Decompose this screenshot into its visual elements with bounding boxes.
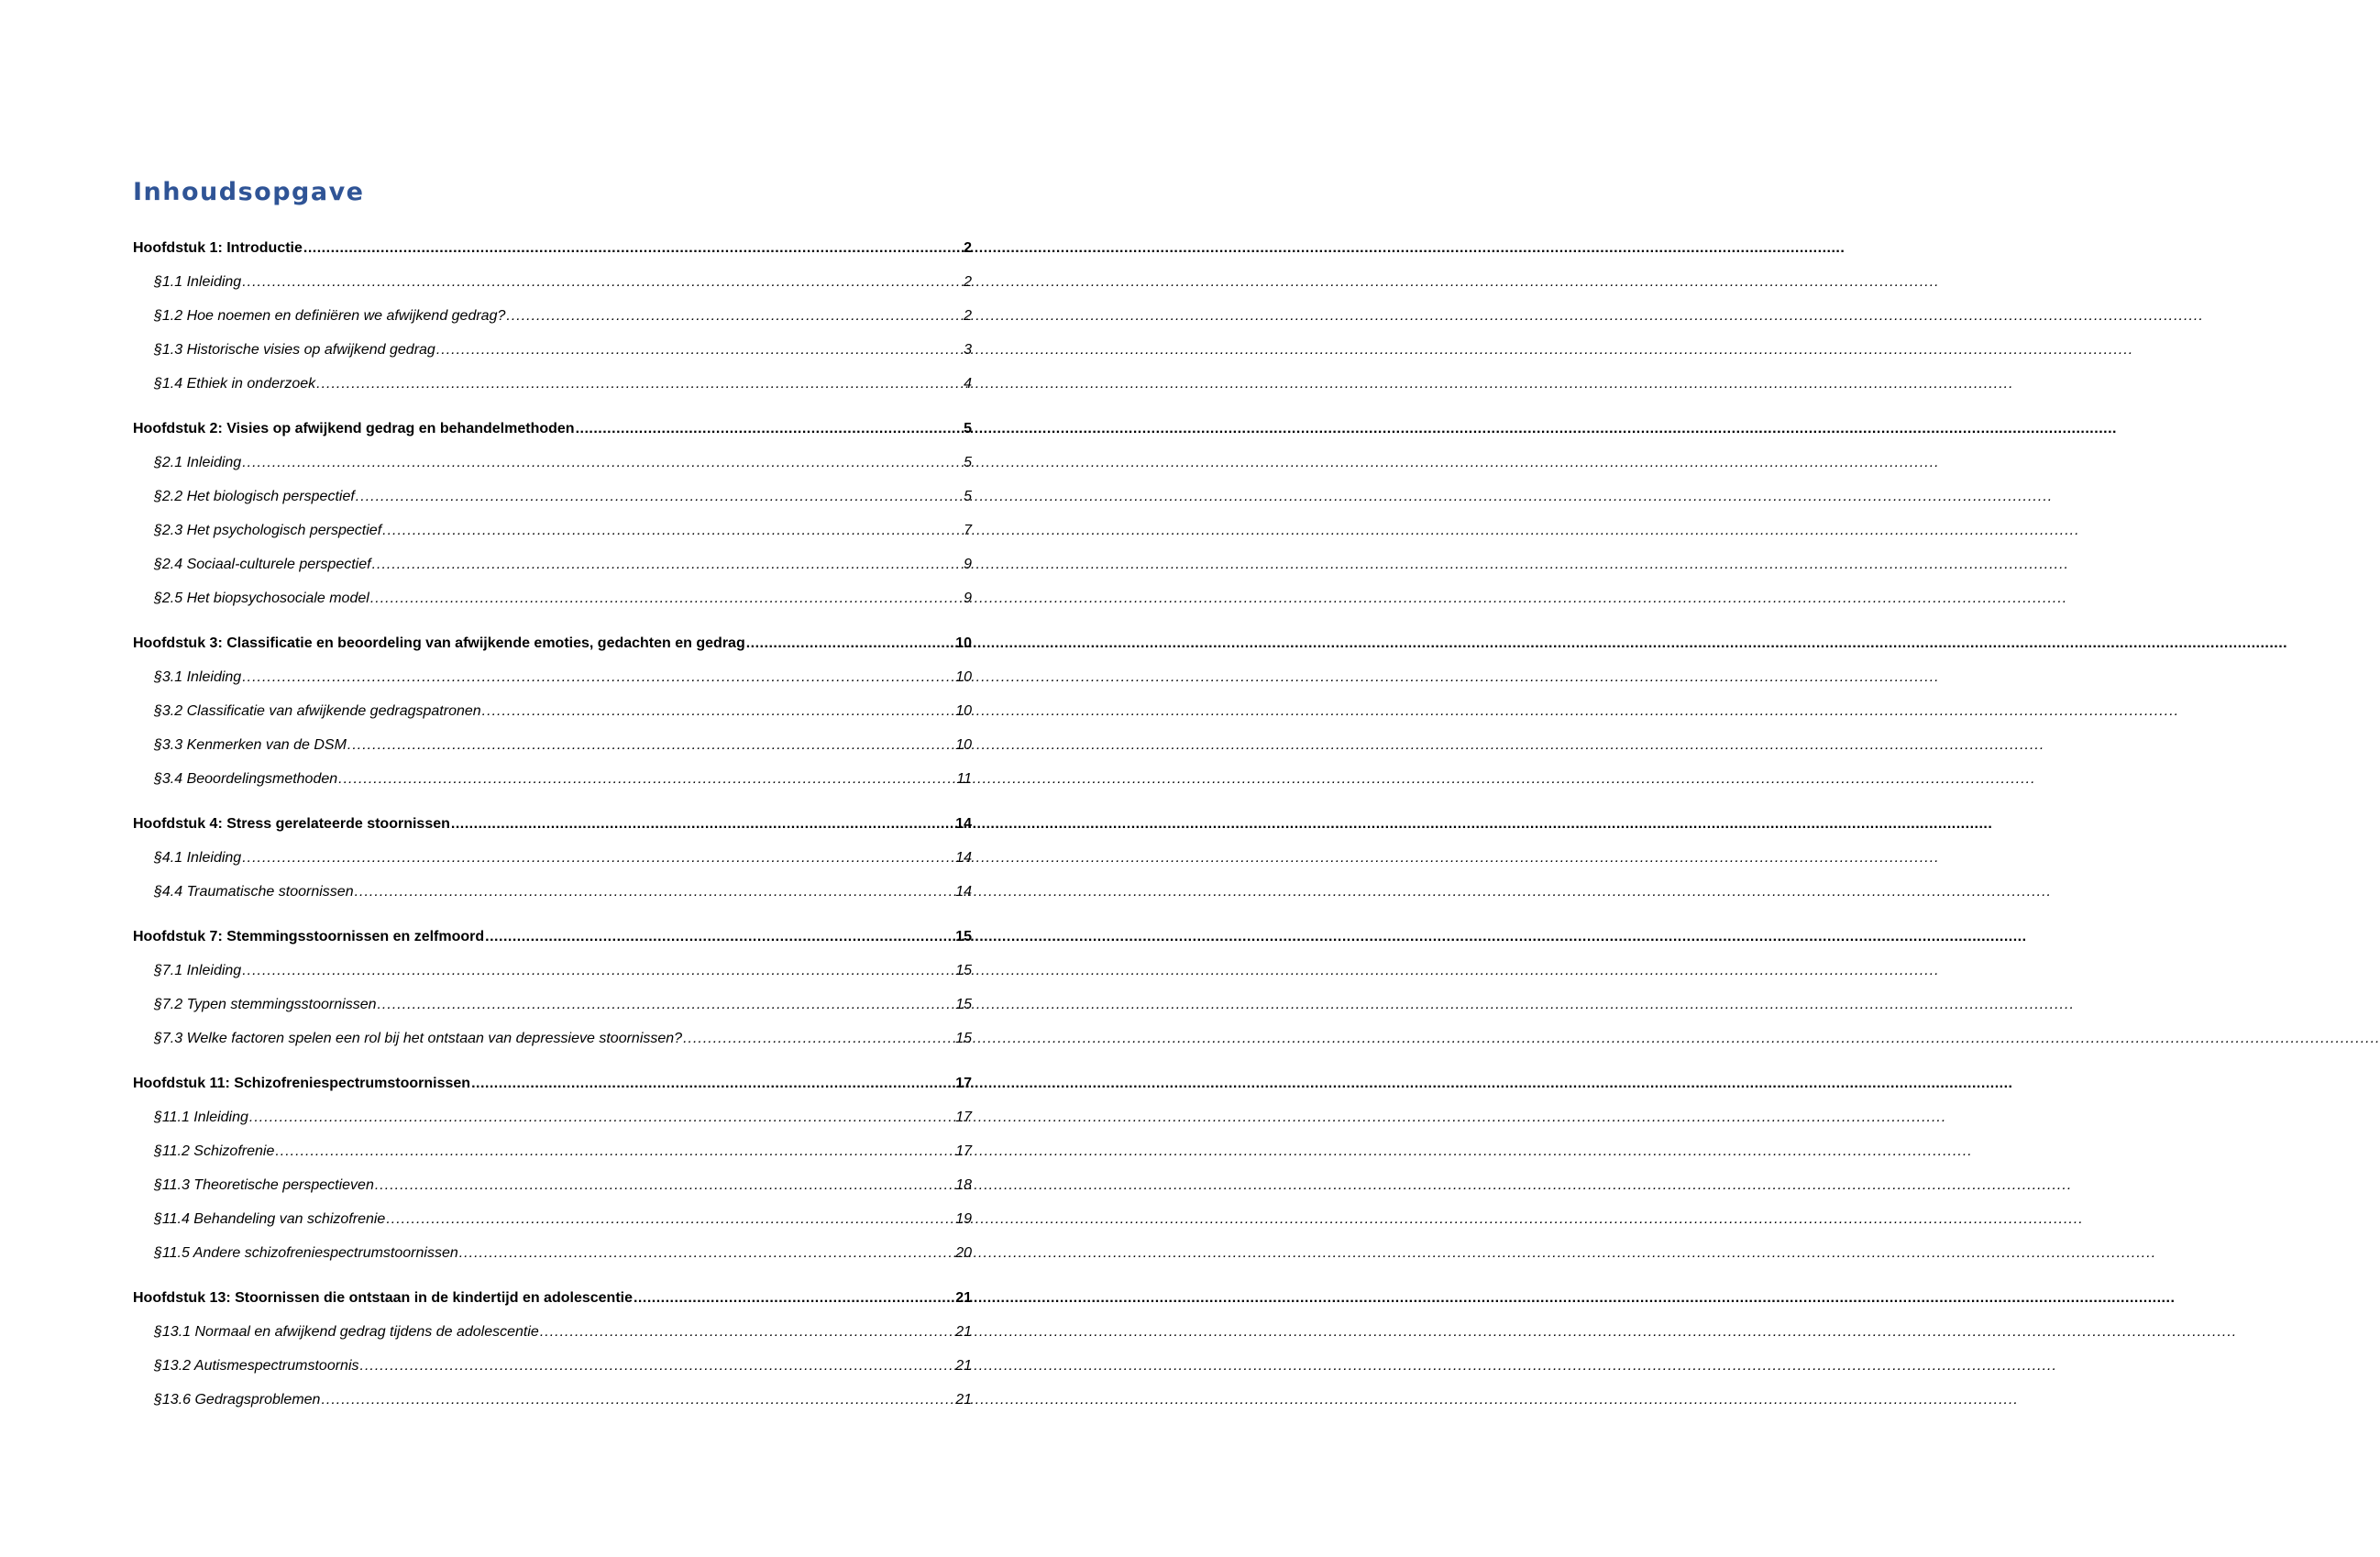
toc-chapter-entry-page-number: 14 bbox=[955, 816, 972, 832]
toc-section-entry[interactable] bbox=[133, 1021, 972, 1055]
toc-section-entry[interactable] bbox=[133, 875, 972, 909]
dot-leader bbox=[355, 875, 955, 909]
toc-section-entry-title: §11.3 Theoretische perspectieven bbox=[154, 1177, 374, 1193]
toc-section-entry[interactable] bbox=[133, 762, 972, 796]
toc-section-entry[interactable] bbox=[133, 1134, 972, 1168]
toc-chapter-entry-page-number: 17 bbox=[955, 1076, 972, 1091]
dot-leader bbox=[377, 988, 954, 1021]
toc-section-entry-title: §7.2 Typen stemmingsstoornissen bbox=[154, 997, 377, 1012]
toc-section-entry-page-number: 5 bbox=[964, 489, 972, 504]
toc-section-entry-page-number: 4 bbox=[964, 376, 972, 392]
toc-section-entry-title: §3.3 Kenmerken van de DSM bbox=[154, 737, 347, 753]
toc-section-entry-page-number: 7 bbox=[964, 523, 972, 538]
toc-chapter-entry[interactable] bbox=[133, 231, 972, 265]
toc-section-entry[interactable] bbox=[133, 1349, 972, 1383]
toc-section-entry[interactable] bbox=[133, 446, 972, 480]
dot-leader bbox=[436, 333, 963, 367]
dot-leader bbox=[683, 1021, 954, 1055]
dot-leader bbox=[303, 231, 963, 265]
toc-chapter-entry-title: Hoofdstuk 2: Visies op afwijkend gedrag en behandelmethoden bbox=[133, 421, 575, 436]
toc-chapter bbox=[133, 412, 972, 615]
toc-chapter-entry[interactable] bbox=[133, 626, 972, 660]
toc-section-entry-title: §1.1 Inleiding bbox=[154, 274, 242, 290]
toc-section-entry[interactable] bbox=[133, 1315, 972, 1349]
toc-section-entry[interactable] bbox=[133, 1168, 972, 1202]
dot-leader bbox=[634, 1281, 954, 1315]
toc-chapter bbox=[133, 1281, 972, 1417]
toc-section-entry-page-number: 9 bbox=[964, 591, 972, 606]
toc-section-entry-title: §2.5 Het biopsychosociale model bbox=[154, 591, 369, 606]
toc-chapter-entry-title: Hoofdstuk 4: Stress gerelateerde stoornissen bbox=[133, 816, 450, 832]
toc-section-entry[interactable] bbox=[133, 1236, 972, 1270]
toc-section-entry[interactable] bbox=[133, 1383, 972, 1417]
dot-leader bbox=[506, 299, 963, 333]
toc-section-entry-page-number: 10 bbox=[955, 737, 972, 753]
toc-section-entry-title: §2.3 Het psychologisch perspectief bbox=[154, 523, 382, 538]
toc-section-entry-page-number: 2 bbox=[964, 308, 972, 324]
dot-leader bbox=[576, 412, 964, 446]
toc-section-entry-title: §7.3 Welke factoren spelen een rol bij het ontstaan van depressieve stoornissen? bbox=[154, 1031, 683, 1046]
toc-section-entry-title: §11.5 Andere schizofreniespectrumstoornissen bbox=[154, 1245, 458, 1261]
dot-leader bbox=[482, 694, 955, 728]
toc-chapter-entry-title: Hoofdstuk 13: Stoornissen die ontstaan in de kindertijd en adolescentie bbox=[133, 1290, 633, 1306]
dot-leader bbox=[485, 920, 954, 954]
dot-leader bbox=[242, 954, 954, 988]
toc-section-entry-title: §13.2 Autismespectrumstoornis bbox=[154, 1358, 359, 1374]
toc-section-entry[interactable] bbox=[133, 841, 972, 875]
toc-chapter-entry-title: Hoofdstuk 3: Classificatie en beoordeling van afwijkende emoties, gedachten en gedrag bbox=[133, 635, 745, 651]
toc-section-entry-page-number: 15 bbox=[955, 997, 972, 1012]
dot-leader bbox=[451, 807, 954, 841]
toc-section-entry-title: §13.1 Normaal en afwijkend gedrag tijdens de adolescentie bbox=[154, 1324, 539, 1340]
toc-section-entry[interactable] bbox=[133, 1202, 972, 1236]
toc-section-entry-title: §1.3 Historische visies op afwijkend gedrag bbox=[154, 342, 435, 358]
toc-section-entry[interactable] bbox=[133, 1100, 972, 1134]
toc-section-entry-title: §3.4 Beoordelingsmethoden bbox=[154, 771, 338, 787]
toc-section-entry-page-number: 5 bbox=[964, 455, 972, 470]
dot-leader bbox=[338, 762, 955, 796]
table-of-contents bbox=[133, 231, 972, 1417]
dot-leader bbox=[242, 446, 963, 480]
toc-chapter-entry-page-number: 10 bbox=[955, 635, 972, 651]
toc-section-entry[interactable] bbox=[133, 480, 972, 513]
toc-section-entry-page-number: 10 bbox=[955, 669, 972, 685]
dot-leader bbox=[382, 513, 963, 547]
toc-chapter-entry-title: Hoofdstuk 7: Stemmingsstoornissen en zelfmoord bbox=[133, 929, 485, 944]
toc-chapter-entry[interactable] bbox=[133, 412, 972, 446]
toc-section-entry[interactable] bbox=[133, 299, 972, 333]
toc-section-entry-page-number: 20 bbox=[955, 1245, 972, 1261]
toc-section-entry-page-number: 11 bbox=[956, 771, 972, 787]
dot-leader bbox=[471, 1066, 954, 1100]
toc-chapter-entry-title: Hoofdstuk 1: Introductie bbox=[133, 240, 303, 256]
toc-section-entry-page-number: 21 bbox=[955, 1324, 972, 1340]
toc-chapter-entry[interactable] bbox=[133, 1066, 972, 1100]
toc-section-entry-title: §3.1 Inleiding bbox=[154, 669, 242, 685]
dot-leader bbox=[386, 1202, 954, 1236]
toc-section-entry[interactable] bbox=[133, 581, 972, 615]
toc-section-entry-title: §1.4 Ethiek in onderzoek bbox=[154, 376, 316, 392]
toc-chapter bbox=[133, 1066, 972, 1270]
toc-section-entry-title: §3.2 Classificatie van afwijkende gedragspatronen bbox=[154, 703, 481, 719]
toc-section-entry-page-number: 19 bbox=[955, 1211, 972, 1227]
dot-leader bbox=[370, 581, 963, 615]
toc-section-entry-title: §2.1 Inleiding bbox=[154, 455, 242, 470]
toc-section-entry-title: §11.1 Inleiding bbox=[154, 1110, 248, 1125]
toc-chapter-entry-page-number: 15 bbox=[955, 929, 972, 944]
dot-leader bbox=[356, 480, 963, 513]
dot-leader bbox=[242, 265, 963, 299]
dot-leader bbox=[459, 1236, 954, 1270]
toc-section-entry-title: §4.4 Traumatische stoornissen bbox=[154, 884, 354, 900]
toc-section-entry-page-number: 2 bbox=[964, 274, 972, 290]
toc-chapter-entry-page-number: 2 bbox=[964, 240, 972, 256]
toc-section-entry-title: §11.4 Behandeling van schizofrenie bbox=[154, 1211, 386, 1227]
toc-section-entry[interactable] bbox=[133, 728, 972, 762]
toc-section-entry-page-number: 3 bbox=[964, 342, 972, 358]
dot-leader bbox=[540, 1315, 954, 1349]
dot-leader bbox=[347, 728, 954, 762]
toc-section-entry-page-number: 10 bbox=[955, 703, 972, 719]
toc-section-entry-title: §7.1 Inleiding bbox=[154, 963, 242, 978]
toc-section-entry[interactable] bbox=[133, 660, 972, 694]
toc-section-entry-page-number: 17 bbox=[955, 1110, 972, 1125]
dot-leader bbox=[242, 660, 954, 694]
dot-leader bbox=[316, 367, 963, 401]
toc-chapter-entry[interactable] bbox=[133, 920, 972, 954]
dot-leader bbox=[321, 1383, 954, 1417]
dot-leader bbox=[249, 1100, 954, 1134]
toc-section-entry[interactable] bbox=[133, 333, 972, 367]
toc-section-entry-page-number: 15 bbox=[955, 1031, 972, 1046]
toc-section-entry-title: §2.4 Sociaal-culturele perspectief bbox=[154, 557, 371, 572]
toc-chapter-entry[interactable] bbox=[133, 807, 972, 841]
toc-chapter-entry-page-number: 5 bbox=[964, 421, 972, 436]
dot-leader bbox=[372, 547, 964, 581]
toc-chapter bbox=[133, 626, 972, 796]
dot-leader bbox=[275, 1134, 954, 1168]
toc-section-entry-page-number: 14 bbox=[955, 884, 972, 900]
toc-section-entry-title: §4.1 Inleiding bbox=[154, 850, 242, 866]
toc-section-entry-page-number: 17 bbox=[955, 1143, 972, 1159]
toc-section-entry-page-number: 18 bbox=[955, 1177, 972, 1193]
dot-leader bbox=[375, 1168, 954, 1202]
toc-section-entry[interactable] bbox=[133, 954, 972, 988]
toc-chapter-entry[interactable] bbox=[133, 1281, 972, 1315]
toc-section-entry[interactable] bbox=[133, 513, 972, 547]
toc-chapter-entry-title: Hoofdstuk 11: Schizofreniespectrumstoornissen bbox=[133, 1076, 471, 1091]
toc-title: Inhoudsopgave bbox=[133, 178, 365, 206]
toc-chapter-entry-page-number: 21 bbox=[955, 1290, 972, 1306]
toc-chapter bbox=[133, 231, 972, 401]
toc-chapter bbox=[133, 807, 972, 909]
toc-section-entry-page-number: 15 bbox=[955, 963, 972, 978]
toc-section-entry-page-number: 21 bbox=[955, 1358, 972, 1374]
toc-chapter bbox=[133, 920, 972, 1055]
dot-leader bbox=[242, 841, 954, 875]
toc-section-entry[interactable] bbox=[133, 694, 972, 728]
toc-section-entry-page-number: 14 bbox=[955, 850, 972, 866]
toc-section-entry-title: §1.2 Hoe noemen en definiëren we afwijkend gedrag? bbox=[154, 308, 506, 324]
toc-section-entry[interactable] bbox=[133, 988, 972, 1021]
toc-section-entry-page-number: 21 bbox=[955, 1392, 972, 1408]
toc-section-entry[interactable] bbox=[133, 265, 972, 299]
toc-section-entry[interactable] bbox=[133, 547, 972, 581]
dot-leader bbox=[360, 1349, 955, 1383]
toc-section-entry-title: §13.6 Gedragsproblemen bbox=[154, 1392, 321, 1408]
toc-section-entry-title: §11.2 Schizofrenie bbox=[154, 1143, 275, 1159]
toc-section-entry-title: §2.2 Het biologisch perspectief bbox=[154, 489, 355, 504]
toc-section-entry-page-number: 9 bbox=[964, 557, 972, 572]
toc-section-entry[interactable] bbox=[133, 367, 972, 401]
dot-leader bbox=[746, 626, 954, 660]
document-page bbox=[0, 0, 1100, 1557]
